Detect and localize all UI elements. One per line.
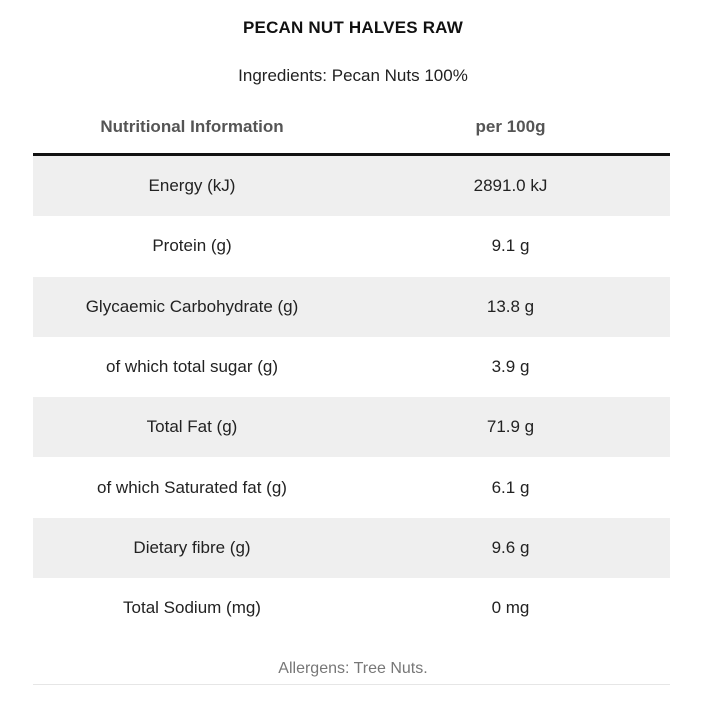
row-label: Total Fat (g) (146, 417, 238, 437)
row-label: Glycaemic Carbohydrate (g) (85, 296, 299, 316)
header-label: Nutritional Information (100, 117, 284, 136)
row-label: Protein (g) (152, 236, 232, 256)
allergens-note: Allergens: Tree Nuts. (278, 660, 428, 677)
header-value: per 100g (475, 117, 546, 136)
row-value: 3.9 g (491, 357, 530, 377)
table-row (33, 578, 670, 638)
footer-divider (33, 684, 670, 685)
row-value: 9.1 g (491, 236, 530, 256)
row-value: 9.6 g (491, 537, 530, 557)
table-row (33, 216, 670, 276)
table-row (33, 457, 670, 517)
row-label: of which Saturated fat (g) (97, 477, 287, 497)
row-value: 2891.0 kJ (473, 176, 548, 196)
table-row (33, 397, 670, 457)
row-label: Total Sodium (mg) (123, 598, 261, 618)
row-label: Dietary fibre (g) (133, 537, 251, 557)
table-row (33, 156, 670, 216)
row-label: of which total sugar (g) (106, 357, 278, 377)
row-value: 0 mg (491, 598, 530, 618)
table-row (33, 337, 670, 397)
row-value: 6.1 g (491, 477, 530, 497)
ingredients-line: Ingredients: Pecan Nuts 100% (238, 66, 468, 85)
nutrition-table (33, 101, 670, 638)
row-value: 13.8 g (486, 296, 535, 316)
product-title: PECAN NUT HALVES RAW (243, 18, 463, 37)
row-value: 71.9 g (486, 417, 535, 437)
table-header (33, 101, 670, 156)
row-label: Energy (kJ) (148, 176, 236, 196)
table-row (33, 518, 670, 578)
table-row (33, 277, 670, 337)
